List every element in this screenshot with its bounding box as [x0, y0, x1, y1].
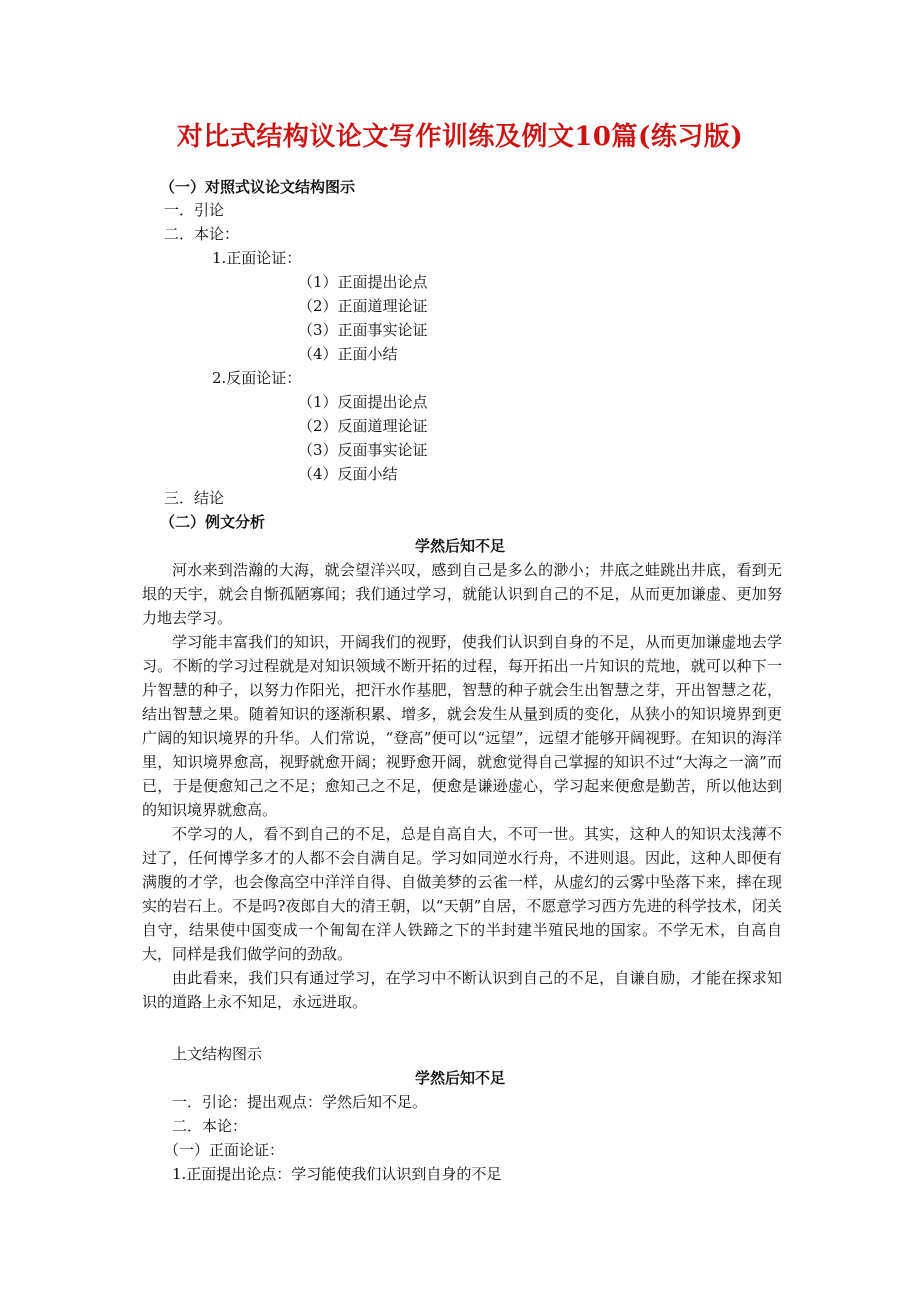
- outline-item: （1）正面提出论点: [298, 273, 428, 291]
- outline-item: 2.反面论证：: [212, 369, 302, 387]
- outline-item: 1.正面论证：: [212, 249, 302, 267]
- structure-essay-title: 学然后知不足: [414, 1069, 505, 1087]
- section-heading-diagram: （一）对照式议论文结构图示: [160, 178, 356, 196]
- outline-item: 一．引论: [164, 201, 225, 219]
- document-title: 对比式结构议论文写作训练及例文10篇(练习版): [176, 122, 744, 152]
- structure-label: 上文结构图示: [172, 1045, 263, 1063]
- essay-paragraph: 由此看来，我们只有通过学习，在学习中不断认识到自己的不足，自谦自励，才能在探求知识的道路上永不知足，永远进取。: [142, 969, 782, 1011]
- essay-title: 学然后知不足: [414, 537, 505, 555]
- structure-item: （一）正面论证：: [164, 1141, 285, 1159]
- outline-item: （3）反面事实论证: [298, 441, 428, 459]
- outline-item: 三．结论: [164, 489, 225, 507]
- essay-paragraph: 不学习的人，看不到自己的不足，总是自高自大，不可一世。其实，这种人的知识太浅薄不过了，任何博学多才的人都不会自满自足。学习如同逆水行舟，不进则退。因此，这种人即便有满腹的才学，也会像高空中洋洋自得、自做美梦的云雀一样，从虚幻的云雾中坠落下来，摔在现实的岩石上。不是吗?夜郎自大的清王朝，以“天朝”自居，不愿意学习西方先进的科学技术，闭关自守，结果使中国变成一个匍匐在洋人铁蹄之下的半封建半殖民地的国家。不学无术，自高自大，同样是我们做学问的劲敌。: [142, 825, 782, 963]
- section-heading-analysis: （二）例文分析: [160, 513, 266, 531]
- essay-paragraph: 学习能丰富我们的知识，开阔我们的视野，使我们认识到自身的不足，从而更加谦虚地去学习。不断的学习过程就是对知识领域不断开拓的过程，每开拓出一片知识的荒地，就可以种下一片智慧的种子，以努力作阳光，把汗水作基肥，智慧的种子就会生出智慧之芽，开出智慧之花，结出智慧之果。随着知识的逐渐积累、增多，就会发生从量到质的变化，从狭小的知识境界到更广阔的知识境界的升华。人们常说，“登高”便可以“远望”，远望才能够开阔视野。在知识的海洋里，知识境界愈高，视野就愈开阔；视野愈开阔，就愈觉得自己掌握的知识不过“大海之一滴”而已，于是便愈知己之不足；愈知己之不足，便愈是谦逊虚心，学习起来便愈是勤苦，所以他达到的知识境界就愈高。: [142, 633, 782, 819]
- structure-item: 1.正面提出论点：学习能使我们认识到自身的不足: [172, 1165, 502, 1183]
- outline-item: （3）正面事实论证: [298, 321, 428, 339]
- outline-item: （4）反面小结: [298, 465, 398, 483]
- structure-item: 二．本论：: [172, 1117, 248, 1135]
- outline-item: 二．本论：: [164, 225, 240, 243]
- outline-item: （4）正面小结: [298, 345, 398, 363]
- essay-paragraph: 河水来到浩瀚的大海，就会望洋兴叹，感到自己是多么的渺小；井底之蛙跳出井底，看到无垠的天宇，就会自惭孤陋寡闻；我们通过学习，就能认识到自己的不足，从而更加谦虚、更加努力地去学习。: [142, 561, 782, 627]
- structure-item: 一．引论：提出观点：学然后知不足。: [172, 1093, 428, 1111]
- outline-item: （1）反面提出论点: [298, 393, 428, 411]
- outline-item: （2）正面道理论证: [298, 297, 428, 315]
- outline-item: （2）反面道理论证: [298, 417, 428, 435]
